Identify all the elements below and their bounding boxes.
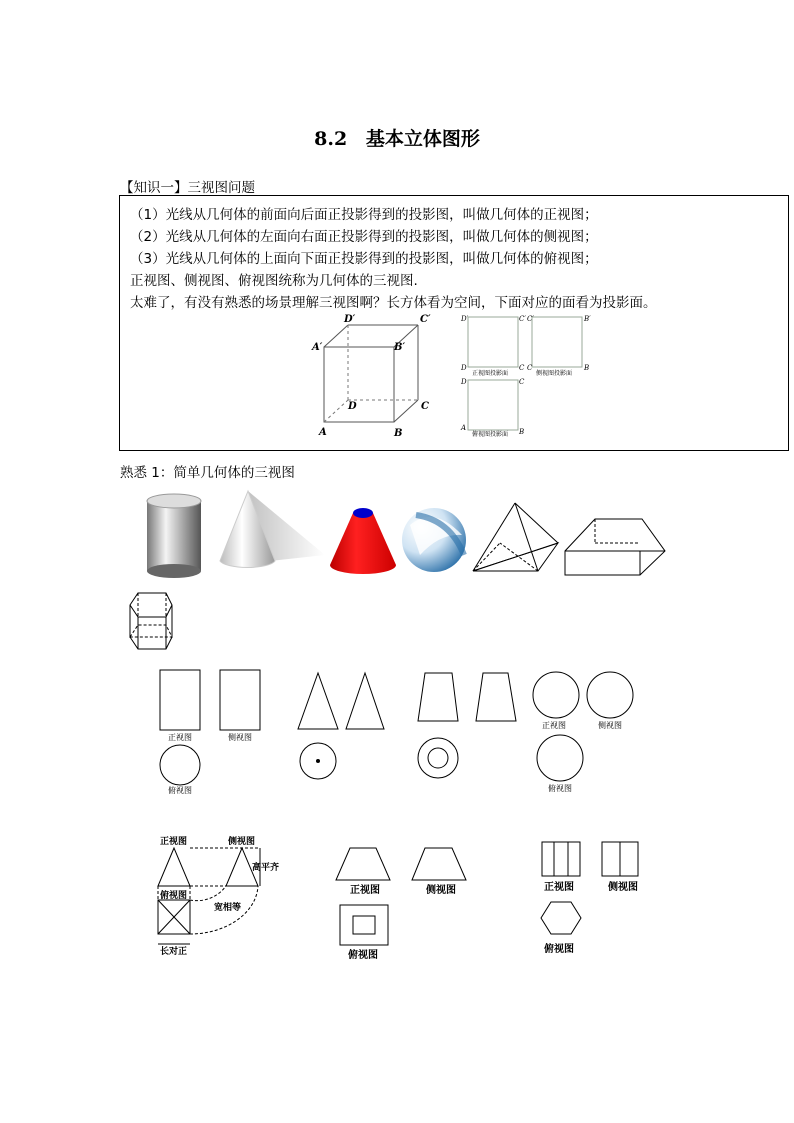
cone-solid xyxy=(220,491,325,567)
prism-top-label: 俯视图 xyxy=(544,944,574,955)
cube-diagram xyxy=(310,310,450,445)
cube-label-c: C xyxy=(421,401,429,412)
cone-side-view xyxy=(346,673,384,729)
frustum-side-view xyxy=(476,673,516,721)
frustum2-front-view xyxy=(336,848,390,880)
proj-label-c: C xyxy=(519,364,525,372)
knowledge-box xyxy=(119,195,789,451)
proj-caption-top: 俯视图投影面 xyxy=(472,431,509,438)
prism-front-label: 正视图 xyxy=(544,882,574,893)
proj-label-d: D xyxy=(461,364,467,372)
sphere-solid xyxy=(402,508,466,572)
cylinder-side-view xyxy=(220,670,260,730)
width-equal-label: 宽相等 xyxy=(214,903,242,913)
cylinder-front-view xyxy=(160,670,200,730)
cyl-top-label: 俯视图 xyxy=(168,786,192,795)
sphere-side-view xyxy=(587,672,633,718)
box-line-3: （3）光线从几何体的上面向下面正投影得到的投影图，叫做几何体的俯视图； xyxy=(130,251,598,267)
frustum2-side-view xyxy=(412,848,466,880)
proj-caption-side: 侧视图投影面 xyxy=(536,370,573,377)
rel-front-label: 正视图 xyxy=(160,837,188,847)
frustum-prism-solid xyxy=(565,519,665,575)
bottom-views-row xyxy=(150,830,660,960)
rel-side-label: 侧视图 xyxy=(228,837,256,847)
proj-label-d2: D xyxy=(461,378,467,386)
proj-label-d1: D′ xyxy=(461,315,469,323)
frustum-front-view xyxy=(418,673,458,721)
prism-side-label: 侧视图 xyxy=(608,882,638,893)
knowledge-heading: 【知识一】三视图问题 xyxy=(120,180,255,196)
sphere-top-view xyxy=(537,735,583,781)
proj-label-a: A xyxy=(461,424,467,432)
cyl-side-label: 侧视图 xyxy=(228,733,252,742)
box-line-5: 太难了，有没有熟悉的场景理解三视图啊？长方体看为空间，下面对应的面看为投影面。 xyxy=(130,295,657,311)
proj-label-c1b: C′ xyxy=(527,315,534,323)
solids-row xyxy=(120,485,680,655)
frustum2-side-label: 侧视图 xyxy=(426,885,456,896)
proj-caption-front: 正视图投影面 xyxy=(472,370,509,377)
cube-label-b1: B′ xyxy=(394,342,406,353)
cube-label-a1: A′ xyxy=(312,342,323,353)
height-align-label: 高平齐 xyxy=(252,863,280,873)
proj-label-b: B xyxy=(584,364,590,372)
box-line-4: 正视图、侧视图、俯视图统称为几何体的三视图. xyxy=(130,273,418,289)
pyramid-front-view xyxy=(158,848,190,886)
frustum2-top-label: 俯视图 xyxy=(348,950,378,961)
frustum2-top-inner xyxy=(353,916,375,934)
proj-label-c2: C xyxy=(527,364,533,372)
cube-label-c1: C′ xyxy=(420,314,431,325)
hex-prism-solid xyxy=(130,593,172,649)
cube-label-d: D xyxy=(348,401,357,412)
frustum-top-outer xyxy=(418,738,458,778)
frustum2-front-label: 正视图 xyxy=(350,885,380,896)
cylinder-solid xyxy=(147,494,201,578)
sphere-front-view xyxy=(533,672,579,718)
pyramid-solid xyxy=(473,503,558,571)
sphere-top-label: 俯视图 xyxy=(548,784,572,793)
frustum-top-inner xyxy=(428,748,448,768)
frustum2-top-outer xyxy=(340,905,388,945)
box-line-1: （1）光线从几何体的前面向后面正投影得到的投影图，叫做几何体的正视图； xyxy=(130,207,598,223)
three-views-row xyxy=(150,665,650,800)
cylinder-top-view xyxy=(160,745,200,785)
section-title: 基本立体图形 xyxy=(365,128,480,150)
projection-planes-diagram xyxy=(460,312,595,438)
familiar-heading: 熟悉 1：简单几何体的三视图 xyxy=(120,465,295,481)
sphere-side-label: 侧视图 xyxy=(598,721,622,730)
sphere-front-label: 正视图 xyxy=(542,721,566,730)
rel-top-label: 俯视图 xyxy=(160,891,188,901)
prism-front-view xyxy=(542,842,580,876)
prism-top-view xyxy=(541,902,581,934)
page-title xyxy=(0,124,794,151)
cone-front-view xyxy=(298,673,338,729)
frustum-solid xyxy=(330,508,396,574)
cube-label-d1: D′ xyxy=(344,314,356,325)
cube-label-a: A xyxy=(319,427,327,438)
length-align-label: 长对正 xyxy=(160,947,188,957)
box-line-2: （2）光线从几何体的左面向右面正投影得到的投影图，叫做几何体的侧视图； xyxy=(130,229,598,245)
proj-label-b2: B xyxy=(519,428,525,436)
proj-label-c1: C′ xyxy=(519,315,526,323)
proj-label-b1: B′ xyxy=(584,315,591,323)
cube-label-b: B xyxy=(394,428,403,439)
cyl-front-label: 正视图 xyxy=(168,733,192,742)
section-number: 8.2 xyxy=(314,128,348,150)
proj-label-c3: C xyxy=(519,378,525,386)
